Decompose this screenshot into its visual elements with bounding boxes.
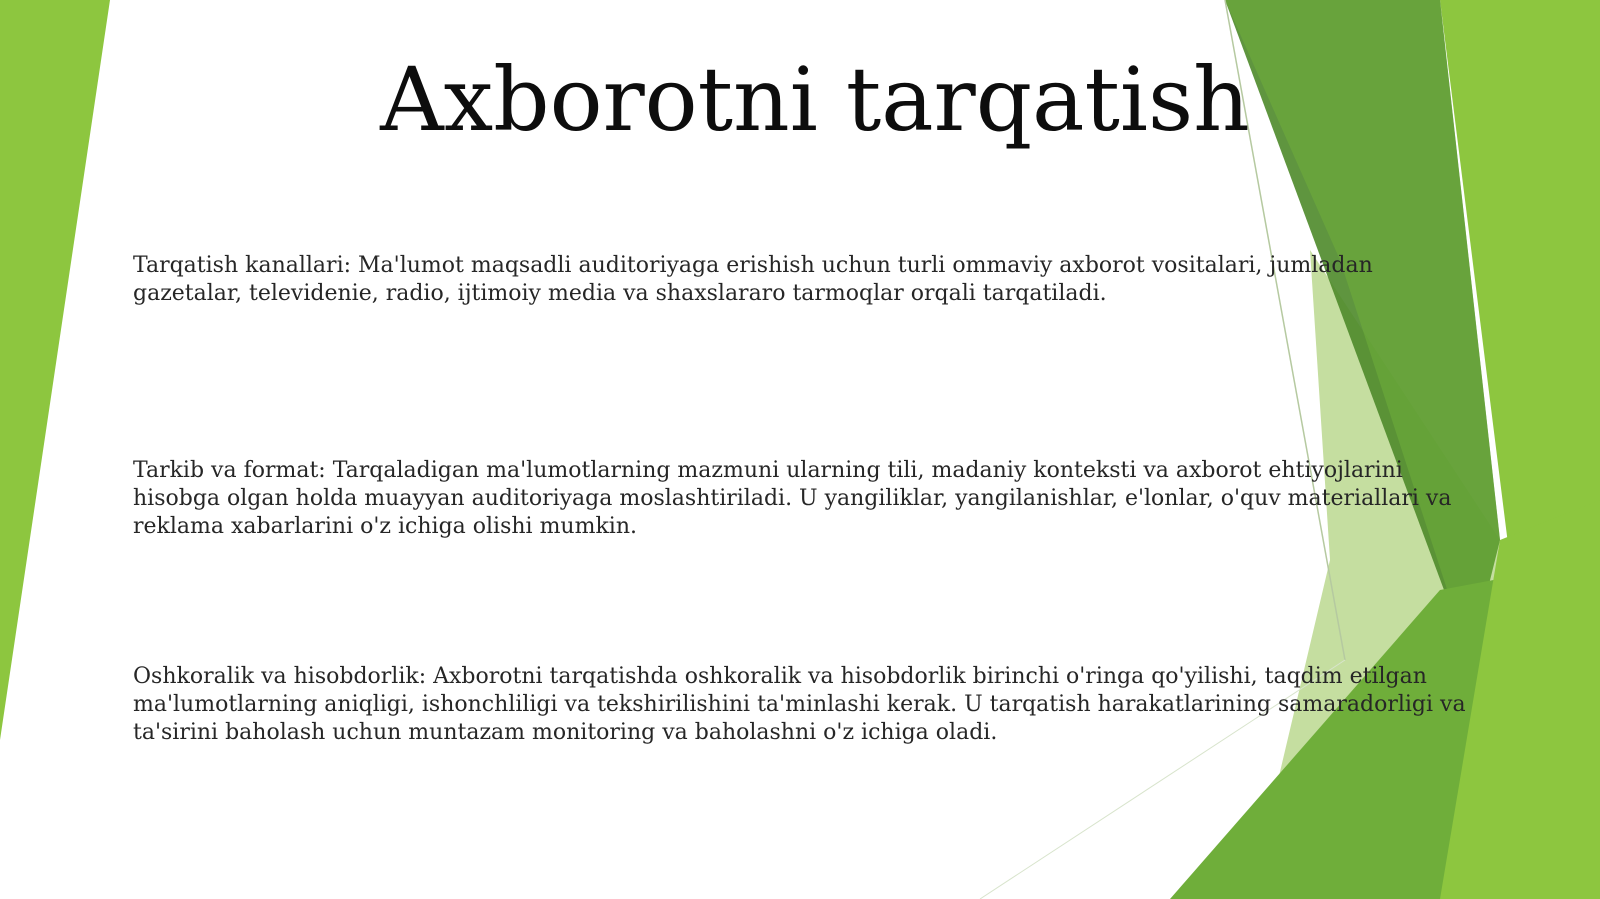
paragraph-content-format: Tarkib va format: Tarqaladigan ma'lumotlarning mazmuni ularning tili, madaniy konteksti va axborot ehtiyojlarini hisobga olgan holda muayyan auditoriyaga moslashtiriladi. U yangiliklar, yangilanishlar, e'lonlar, o'quv materiallari va reklama xabarlarini o'z ichiga olishi mumkin.	[133, 458, 1452, 539]
slide-title: Axborotni tarqatish	[380, 48, 1250, 151]
paragraph-transparency-accountability: Oshkoralik va hisobdorlik: Axborotni tarqatishda oshkoralik va hisobdorlik birinchi o'ringa qo'yilishi, taqdim etilgan ma'lumotlarning aniqligi, ishonchliligi va tekshirilishini ta'minlashi kerak. U tarqatish harakatlarining samaradorligi va ta'sirini baholash uchun muntazam monitoring va baholashni o'z ichiga oladi.	[133, 664, 1466, 745]
paragraph-distribution-channels: Tarqatish kanallari: Ma'lumot maqsadli auditoriyaga erishish uchun turli ommaviy axborot vositalari, jumladan gazetalar, televidenie, radio, ijtimoiy media va shaxslararo tarmoqlar orqali tarqatiladi.	[133, 253, 1373, 306]
